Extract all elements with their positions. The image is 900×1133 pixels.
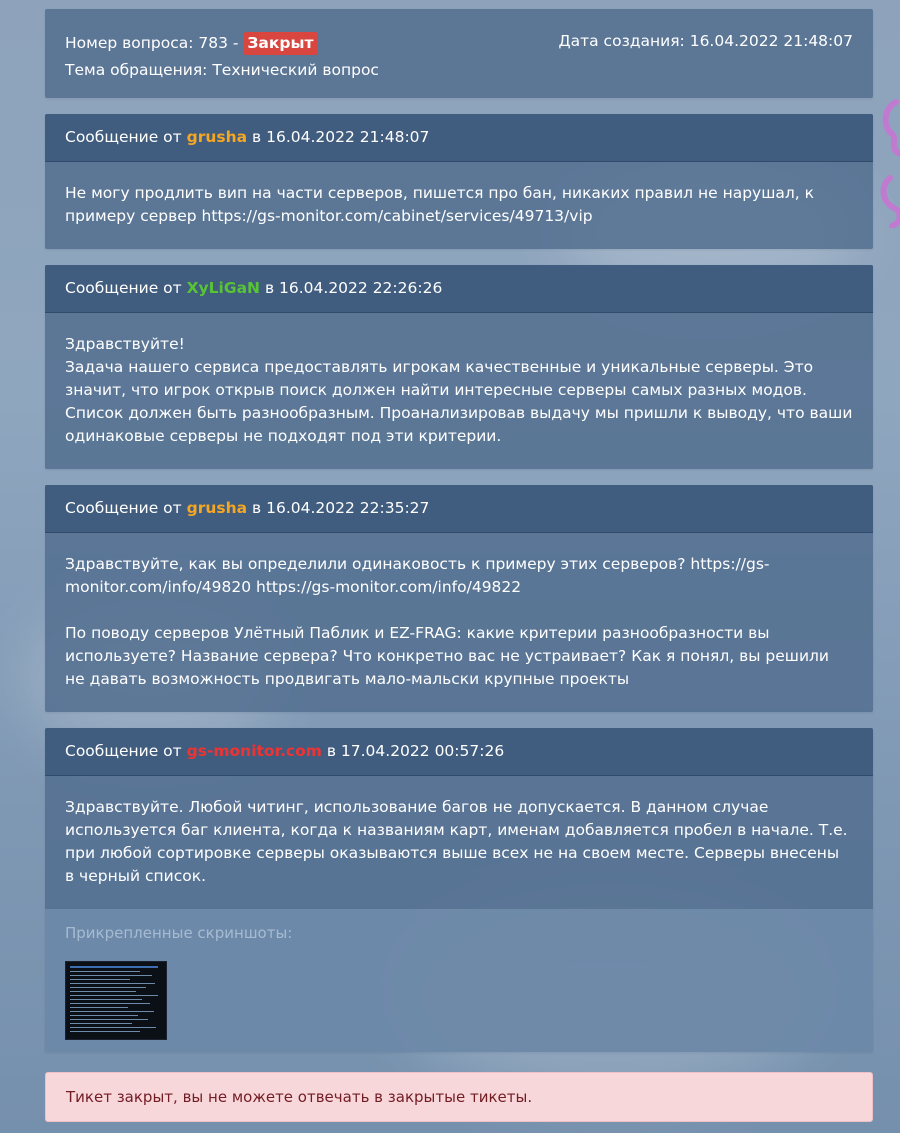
- message-date: в 16.04.2022 21:48:07: [252, 128, 430, 146]
- message-text: Здравствуйте! Задача нашего сервиса предоставлять игрокам качественные и уникальные серверы. Это значит, что игрок открыв поиск должен найти интересные серверы самых разных модов. Список должен быть разнообразным. Проанализировав выдачу мы пришли к выводу, что ваши одинаковые серверы не подходят под эти критерии.: [65, 335, 853, 445]
- status-badge: Закрыт: [243, 32, 317, 55]
- message-header: [45, 265, 873, 313]
- message-prefix: Сообщение от: [65, 128, 182, 146]
- message-author[interactable]: XyLiGaN: [186, 279, 261, 297]
- ticket-number-line: [65, 30, 379, 57]
- decorative-figure-icon: [876, 98, 900, 228]
- message-header: [45, 728, 873, 776]
- ticket-created-date: Дата создания: 16.04.2022 21:48:07: [558, 32, 853, 50]
- message-text: По поводу серверов Улётный Паблик и EZ-FRAG: какие критерии разнообразности вы используете? Название сервера? Что конкретно вас не устраивает? Как я понял, вы решили не давать возможность продвигать мало-мальски крупные проекты: [65, 624, 829, 688]
- message-card: [45, 485, 873, 712]
- message-date: в 17.04.2022 00:57:26: [326, 742, 505, 760]
- message-author[interactable]: grusha: [186, 128, 248, 146]
- message-author[interactable]: gs-monitor.com: [186, 742, 322, 760]
- message-date: в 16.04.2022 22:35:27: [252, 499, 430, 517]
- message-body: [45, 313, 873, 469]
- message-card: [45, 265, 873, 469]
- message-body: [45, 776, 873, 909]
- message-text: Здравствуйте. Любой читинг, использование багов не допускается. В данном случае используется баг клиента, когда к названиям карт, именам добавляется пробел в начале. Т.е. при любой сортировке серверы оказываются выше всех не на своем месте. Серверы внесены в черный список.: [65, 798, 848, 885]
- message-prefix: Сообщение от: [65, 499, 182, 517]
- message-author[interactable]: grusha: [186, 499, 248, 517]
- message-text: Здравствуйте, как вы определили одинаковость к примеру этих серверов? https://gs-monitor.com/info/49820 https://gs-monitor.com/info/49822: [65, 555, 770, 596]
- ticket-closed-alert: Тикет закрыт, вы не можете отвечать в закрытые тикеты.: [45, 1072, 873, 1122]
- ticket-container: [45, 0, 873, 1122]
- message-body: [45, 533, 873, 712]
- message-prefix: Сообщение от: [65, 279, 182, 297]
- message-body: [45, 162, 873, 249]
- message-date: в 16.04.2022 22:26:26: [264, 279, 443, 297]
- attachments-section: [45, 909, 873, 1052]
- message-card: [45, 728, 873, 1052]
- ticket-info-card: [45, 9, 873, 98]
- screenshot-thumbnail[interactable]: [65, 961, 167, 1040]
- message-prefix: Сообщение от: [65, 742, 182, 760]
- attachments-label: Прикрепленные скриншоты:: [65, 924, 293, 942]
- message-card: [45, 114, 873, 249]
- ticket-info-left: [65, 30, 379, 84]
- message-header: [45, 485, 873, 533]
- message-header: [45, 114, 873, 162]
- ticket-topic: Тема обращения: Технический вопрос: [65, 61, 379, 79]
- ticket-number: Номер вопроса: 783 -: [65, 34, 239, 52]
- message-text: Не могу продлить вип на части серверов, пишется про бан, никаких правил не нарушал, к примеру сервер https://gs-monitor.com/cabinet/services/49713/vip: [65, 184, 815, 225]
